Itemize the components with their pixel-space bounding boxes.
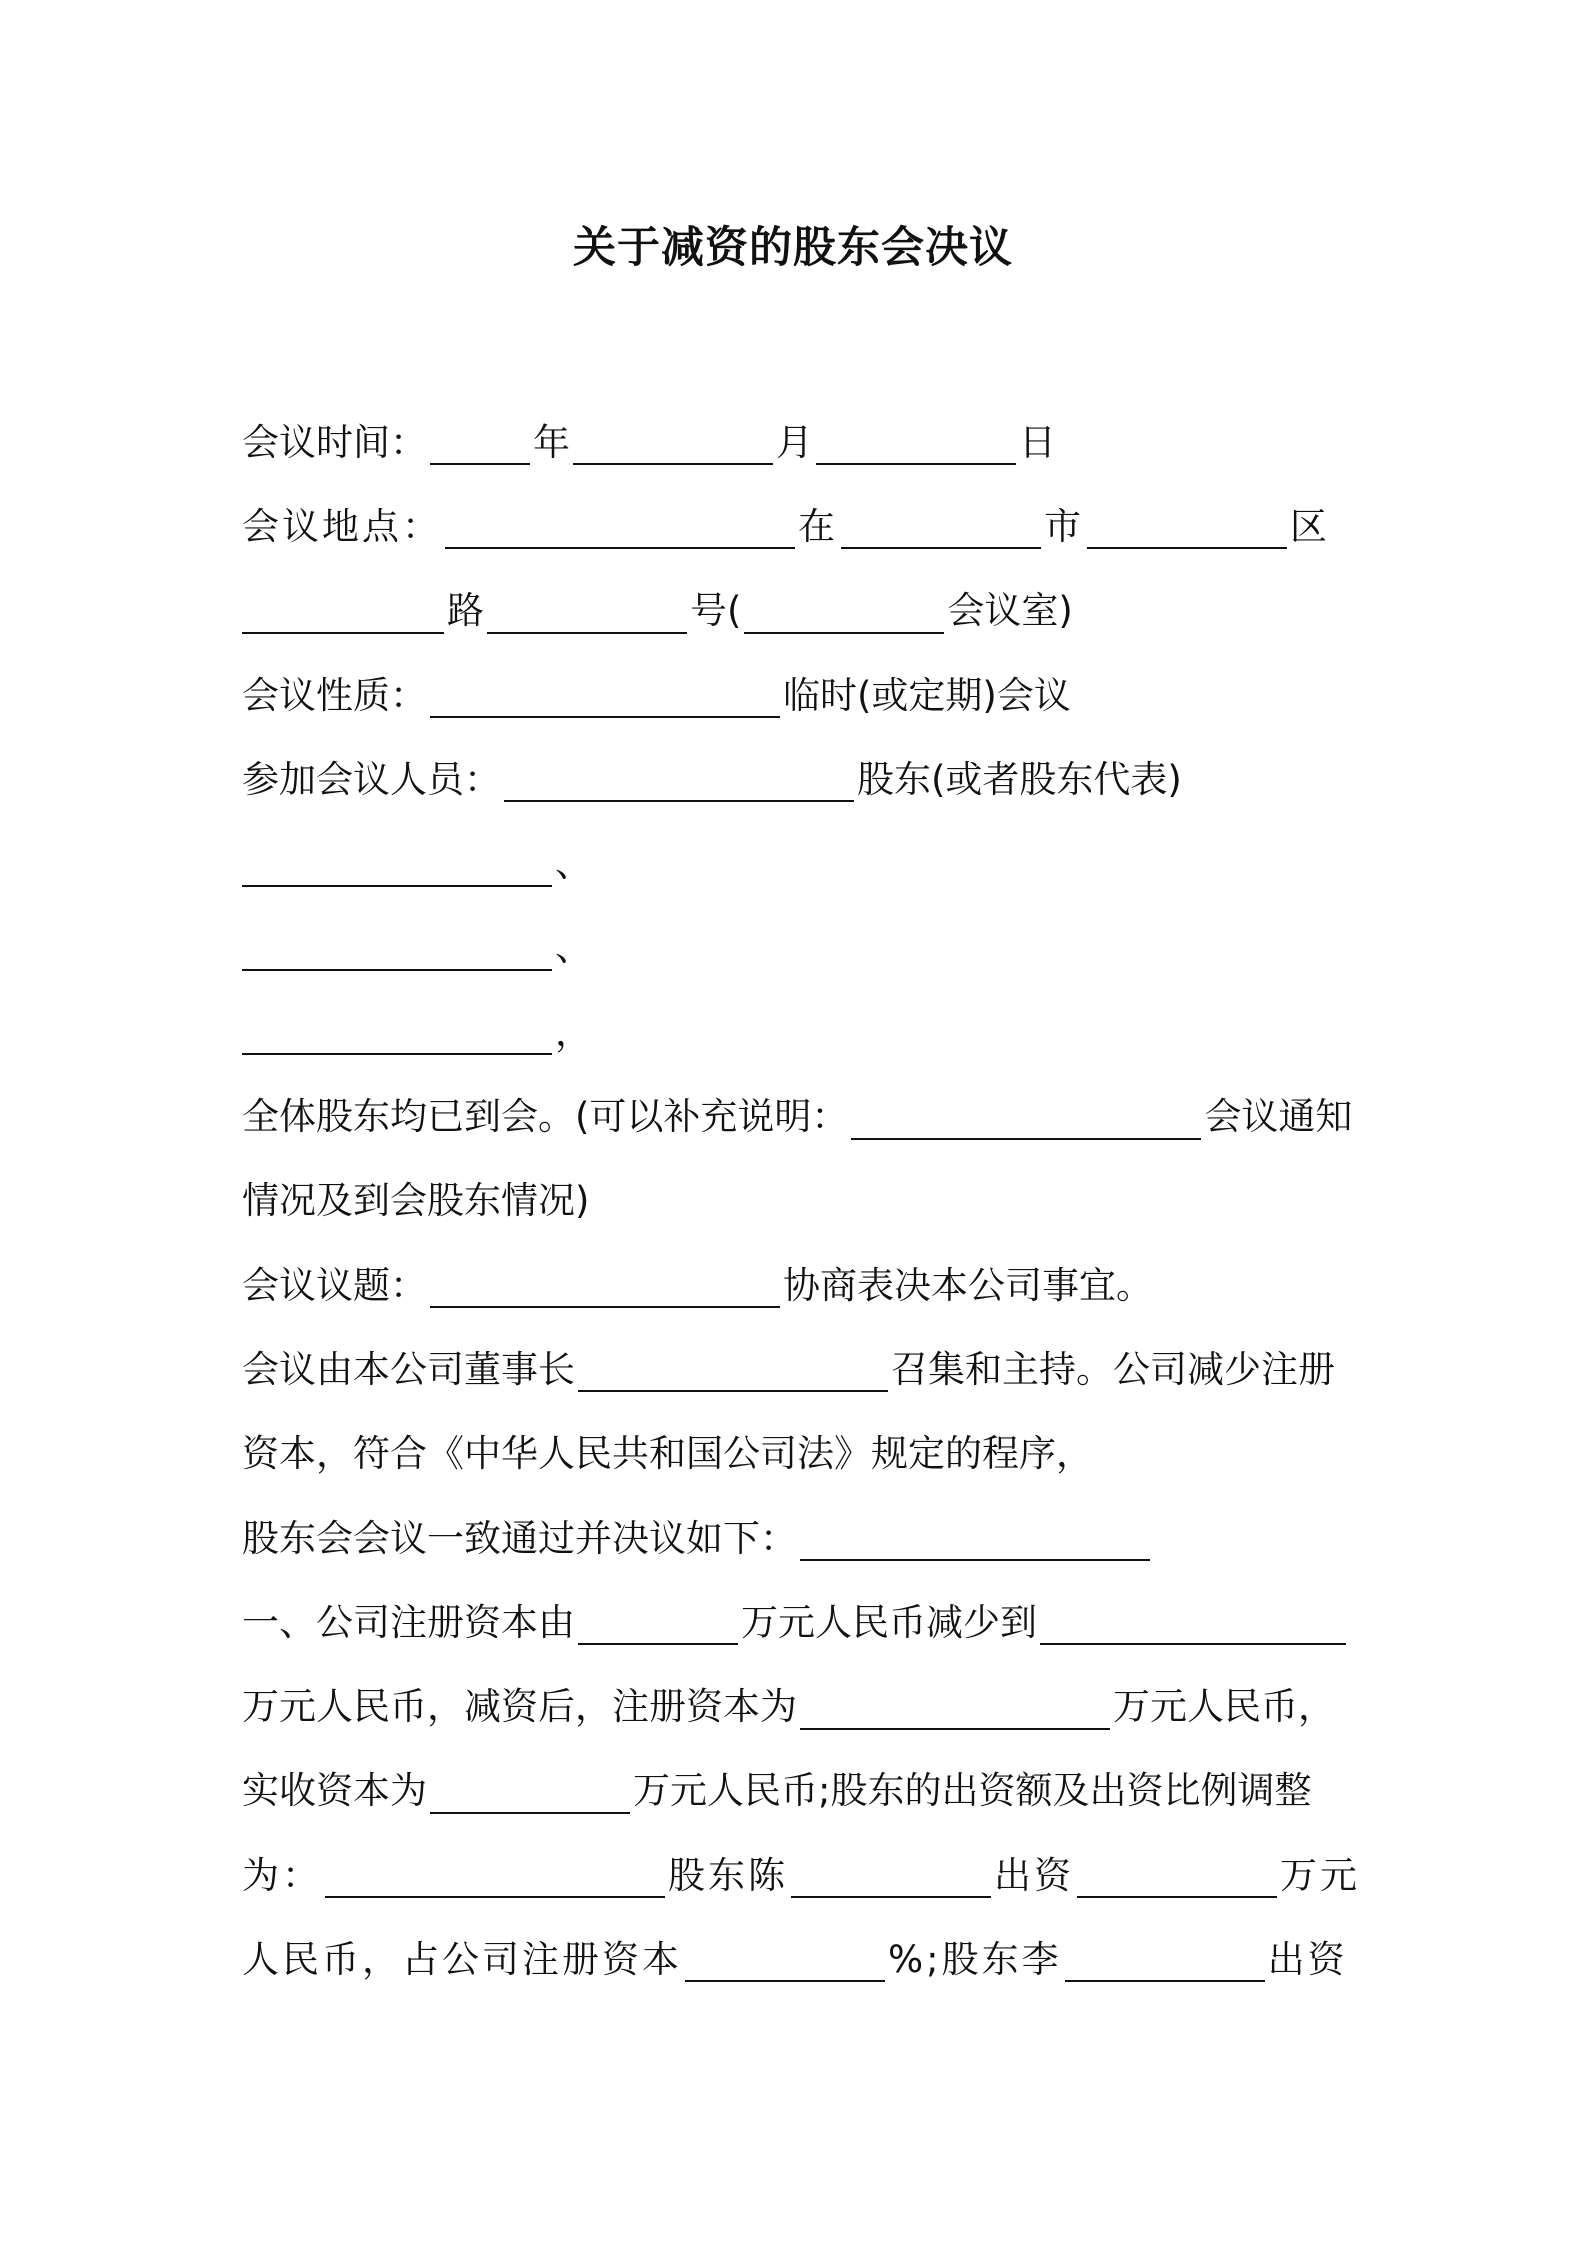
law-line <box>242 1412 1352 1496</box>
notice-cont-line <box>242 1159 1352 1243</box>
agenda-text: 协商表决本公司事宜。 <box>783 1263 1153 1307</box>
meeting-nature-text: 临时(或定期)会议 <box>783 673 1071 717</box>
attendees-label: 参加会议人员： <box>242 757 501 801</box>
year-text: 年 <box>533 420 570 464</box>
adjust-label: 为： <box>242 1853 322 1897</box>
month-text: 月 <box>776 420 813 464</box>
road-blank <box>242 600 444 634</box>
all-present-line <box>242 1074 1352 1158</box>
item-one-line <box>242 1580 1352 1664</box>
attendee-blank-1 <box>242 853 552 887</box>
capital-reduce-text: 万元人民币减少到 <box>741 1600 1037 1644</box>
district-blank <box>1087 515 1287 549</box>
year-blank <box>430 431 530 465</box>
district-text: 区 <box>1290 504 1330 548</box>
agenda-blank <box>430 1274 780 1308</box>
shareholder-chen-line <box>242 1833 1360 1917</box>
li-text: %;股东李 <box>888 1937 1062 1981</box>
meeting-room-line <box>242 569 1352 653</box>
meeting-place-label: 会议地点： <box>242 504 442 548</box>
meeting-place-line <box>242 484 1352 568</box>
city-blank <box>841 515 1041 549</box>
attendee-blank-2 <box>242 937 552 971</box>
number-text: 号( <box>690 589 742 633</box>
document-body <box>242 400 1360 2002</box>
attendee-line-3 <box>242 990 1352 1074</box>
attendee-line-1 <box>242 821 1352 905</box>
month-blank <box>573 431 773 465</box>
chair-text: 会议由本公司董事长 <box>242 1347 575 1391</box>
place-in-text: 在 <box>798 504 838 548</box>
agenda-line <box>242 1243 1352 1327</box>
meeting-nature-label: 会议性质： <box>242 673 427 717</box>
number-blank <box>487 600 687 634</box>
day-text: 日 <box>1019 420 1056 464</box>
chen-amount-blank <box>1077 1864 1277 1898</box>
chen-blank <box>791 1864 991 1898</box>
place-blank <box>445 515 795 549</box>
chair-line <box>242 1327 1352 1411</box>
resolution-line <box>242 1496 1352 1580</box>
agenda-label: 会议议题： <box>242 1263 427 1307</box>
nature-blank <box>430 684 780 718</box>
room-blank <box>744 600 944 634</box>
after-reduce-text: 万元人民币，减资后，注册资本为 <box>242 1685 797 1729</box>
law-text: 资本，符合《中华人民共和国公司法》规定的程序， <box>242 1432 1093 1476</box>
chen-ratio-text: 人民币，占公司注册资本 <box>242 1937 682 1981</box>
attendees-text: 股东(或者股东代表) <box>857 757 1182 801</box>
attendee-sep-3: ， <box>555 1010 592 1054</box>
item-one-text: 一、公司注册资本由 <box>242 1600 575 1644</box>
meeting-time-label: 会议时间： <box>242 420 427 464</box>
capital-to-blank <box>1040 1611 1346 1645</box>
chen-contribute-text: 出资 <box>994 1853 1074 1897</box>
capital-from-blank <box>578 1611 738 1645</box>
chair-blank <box>578 1358 888 1392</box>
after-reduce-unit: 万元人民币， <box>1113 1685 1335 1729</box>
chair-cont-text: 召集和主持。公司减少注册 <box>891 1347 1335 1391</box>
city-text: 市 <box>1044 504 1084 548</box>
paid-capital-cont: 万元人民币;股东的出资额及出资比例调整 <box>633 1769 1312 1813</box>
meeting-nature-line <box>242 653 1352 737</box>
road-text: 路 <box>447 589 484 633</box>
adjust-blank <box>325 1864 665 1898</box>
chen-ratio-blank <box>685 1948 885 1982</box>
registered-capital-blank <box>800 1696 1110 1730</box>
attendees-blank <box>504 768 854 802</box>
meeting-time-line <box>242 400 1352 484</box>
attendee-sep-2: 、 <box>555 926 592 970</box>
chen-text: 股东陈 <box>668 1853 788 1897</box>
notice-text: 会议通知 <box>1204 1095 1353 1139</box>
day-blank <box>816 431 1016 465</box>
li-contribute-text: 出资 <box>1267 1937 1348 1981</box>
after-reduce-line <box>242 1664 1352 1748</box>
notice-cont-text: 情况及到会股东情况) <box>242 1179 590 1223</box>
notice-blank <box>851 1106 1201 1140</box>
paid-capital-line <box>242 1749 1352 1833</box>
resolution-blank <box>800 1527 1150 1561</box>
chen-unit-text: 万元 <box>1280 1853 1360 1897</box>
attendee-sep-1: 、 <box>555 842 592 886</box>
all-present-text: 全体股东均已到会。(可以补充说明： <box>242 1095 849 1139</box>
shareholder-li-line <box>242 1917 1352 2001</box>
resolution-text: 股东会会议一致通过并决议如下： <box>242 1516 797 1560</box>
paid-capital-text: 实收资本为 <box>242 1769 427 1813</box>
attendee-line-2 <box>242 906 1352 990</box>
paid-capital-blank <box>430 1780 630 1814</box>
room-text: 会议室) <box>947 589 1073 633</box>
document-title: 关于减资的股东会决议 <box>573 223 1013 273</box>
attendee-blank-3 <box>242 1021 552 1055</box>
li-blank <box>1065 1948 1265 1982</box>
attendees-line <box>242 737 1352 821</box>
